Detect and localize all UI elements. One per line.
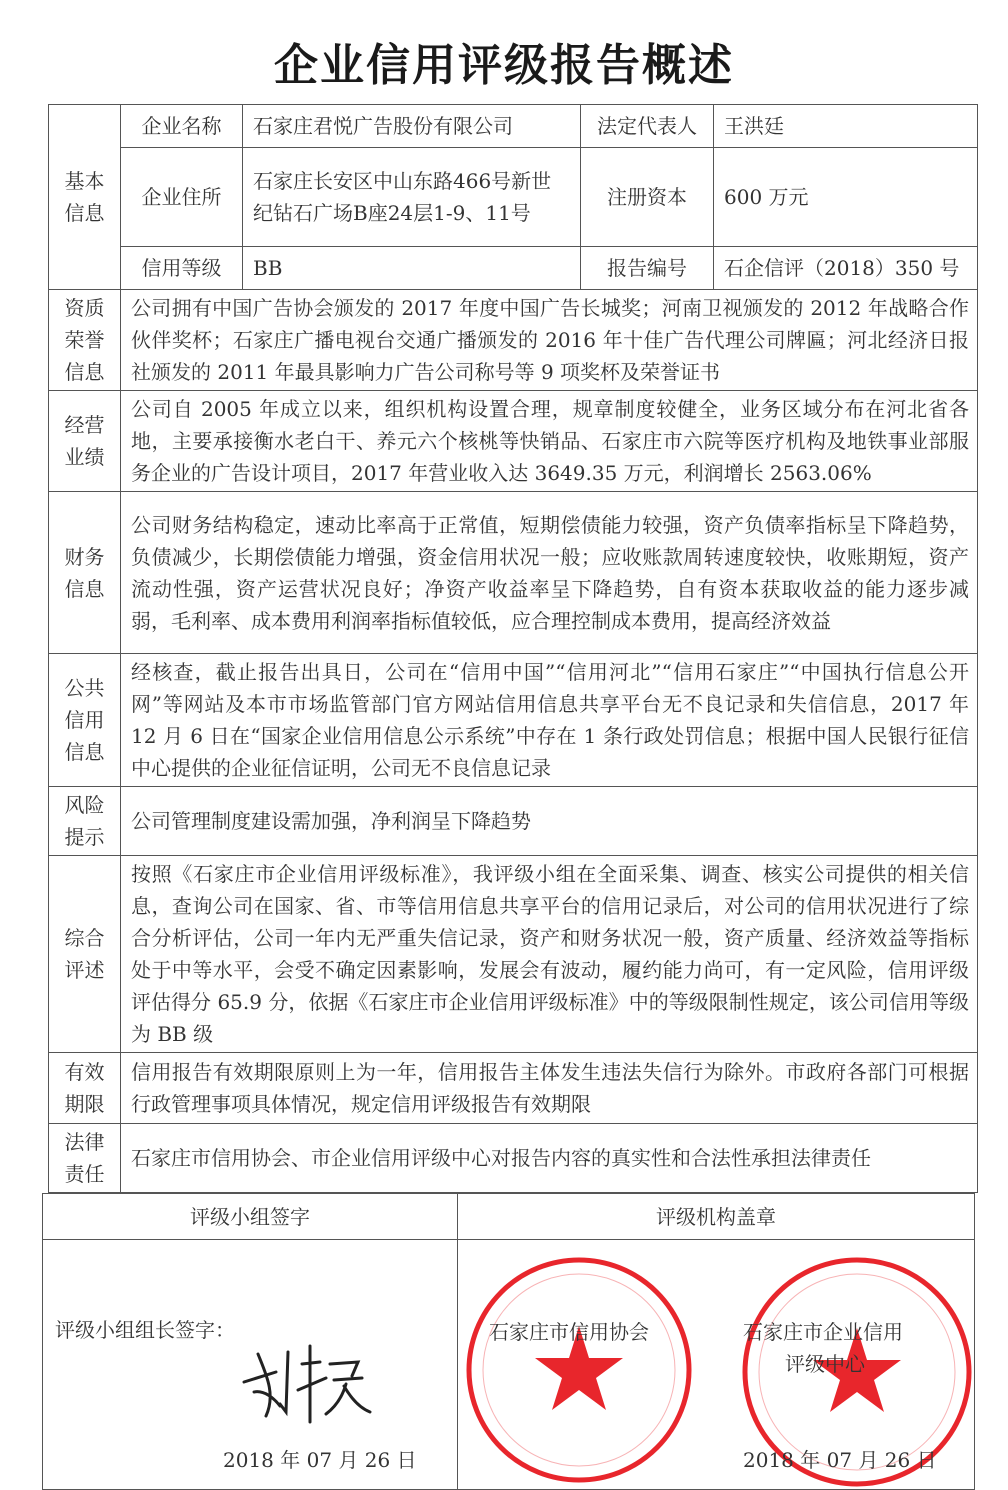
financial-label-text: 财务信息 <box>64 544 105 601</box>
honors-label <box>49 290 121 391</box>
financial-label <box>49 492 121 654</box>
legal-text: 石家庄市信用协会、市企业信用评级中心对报告内容的真实性和合法性承担法律责任 <box>121 1124 978 1193</box>
validity-text: 信用报告有效期限原则上为一年，信用报告主体发生违法失信行为除外。市政府各部门可根据行政管理事项具体情况，规定信用评级报告有效期限 <box>121 1053 978 1124</box>
legal-rep-label: 法定代表人 <box>581 105 714 148</box>
summary-row <box>49 856 978 1053</box>
legal-label <box>49 1124 121 1193</box>
rating-label: 信用等级 <box>121 247 243 290</box>
report-table <box>48 104 978 1193</box>
financial-row <box>49 492 978 654</box>
page-title: 企业信用评级报告概述 <box>274 40 734 91</box>
performance-row <box>49 391 978 492</box>
honors-row <box>49 290 978 391</box>
basic-section-label <box>49 105 121 290</box>
performance-label-text: 经营业绩 <box>64 413 105 469</box>
org2-name-line1: 石家庄市企业信用 <box>743 1320 903 1344</box>
summary-text: 按照《石家庄市企业信用评级标准》，我评级小组在全面采集、调查、核实公司提供的相关信息，查询公司在国家、省、市等信用信息共享平台的信用记录后，对公司的信用状况进行了综合分析评估，公司一年内无严重失信记录，资产和财务状况一般，资产质量、经济效益等指标处于中等水平，会受不确定因素影响，发展会有波动，履约能力尚可，有一定风险，信用评级评估得分 65.9 分，依据《石家庄市企业信用评级标准》中的等级限制性规定，该公司信用等级为 BB 级 <box>121 856 978 1053</box>
org-stamp-header: 评级机构盖章 <box>458 1194 975 1240</box>
capital-label: 注册资本 <box>581 148 714 247</box>
risk-label <box>49 787 121 856</box>
address-value: 石家庄长安区中山东路466号新世纪钻石广场B座24层1-9、11号 <box>243 148 581 247</box>
public-credit-text: 经核查，截止报告出具日，公司在“信用中国”“信用河北”“信用石家庄”“中国执行信息公开网”等网站及本市市场监管部门官方网站信用信息共享平台无不良记录和失信信息，2017 年 12 月 6 日在“国家企业信用信息公示系统”中存在 1 条行政处罚信息；根据中国人民银行征信中心提供的企业征信证明，公司无不良信息记录 <box>121 654 978 787</box>
basic-row-name <box>49 105 978 148</box>
org-stamp-area <box>458 1240 975 1490</box>
report-no-label: 报告编号 <box>581 247 714 290</box>
legal-label-text: 法律责任 <box>64 1130 105 1186</box>
address-label: 企业住所 <box>121 148 243 247</box>
validity-label <box>49 1053 121 1124</box>
summary-label-text: 综合评述 <box>64 926 105 982</box>
basic-section-label-text: 基本信息 <box>64 169 105 225</box>
legal-rep-value: 王洪廷 <box>714 105 978 148</box>
validity-row <box>49 1053 978 1124</box>
honors-text: 公司拥有中国广告协会颁发的 2017 年度中国广告长城奖；河南卫视颁发的 2012 年战略合作伙伴奖杯；石家庄广播电视台交通广播颁发的 2016 年十佳广告代理公司牌匾；河北经济日报社颁发的 2011 年最具影响力广告公司称号等 9 项奖杯及荣誉证书 <box>121 290 978 391</box>
signature-body-row <box>43 1240 975 1490</box>
performance-text: 公司自 2005 年成立以来，组织机构设置合理，规章制度较健全，业务区域分布在河北省各地，主要承接衡水老白干、养元六个核桃等快销品、石家庄市六院等医疗机构及地铁事业部服务企业的广告设计项目，2017 年营业收入达 3649.35 万元，利润增长 2563.06% <box>121 391 978 492</box>
honors-label-text: 资质荣誉信息 <box>64 296 105 384</box>
company-name-label: 企业名称 <box>121 105 243 148</box>
capital-value: 600 万元 <box>714 148 978 247</box>
team-sign-date: 2018 年 07 月 26 日 <box>223 1448 417 1472</box>
legal-row <box>49 1124 978 1193</box>
org1-name: 石家庄市信用协会 <box>489 1320 649 1344</box>
financial-text: 公司财务结构稳定，速动比率高于正常值，短期偿债能力较强，资产负债率指标呈下降趋势，负债减少，长期偿债能力增强，资金信用状况一般；应收账款周转速度较快，收账期短，资产流动性强，资产运营状况良好；净资产收益率呈下降趋势，自有资本获取收益的能力逐步减弱，毛利率、成本费用利润率指标值较低，应合理控制成本费用，提高经济效益 <box>121 492 978 654</box>
company-name-value: 石家庄君悦广告股份有限公司 <box>243 105 581 148</box>
public-credit-row <box>49 654 978 787</box>
risk-text: 公司管理制度建设需加强，净利润呈下降趋势 <box>121 787 978 856</box>
basic-row-rating <box>49 247 978 290</box>
public-credit-label <box>49 654 121 787</box>
org-stamp-date: 2018 年 07 月 26 日 <box>743 1448 937 1472</box>
basic-row-address <box>49 148 978 247</box>
validity-label-text: 有效期限 <box>64 1060 105 1116</box>
public-credit-label-text: 公共信用信息 <box>64 676 105 764</box>
risk-row <box>49 787 978 856</box>
handwritten-signature <box>236 1334 376 1424</box>
org2-name-line2: 评级中心 <box>785 1352 865 1376</box>
signature-table <box>42 1193 975 1490</box>
signature-header-row <box>43 1194 975 1240</box>
association-stamp <box>463 1254 695 1486</box>
rating-value: BB <box>243 247 581 290</box>
report-no-value: 石企信评（2018）350 号 <box>714 247 978 290</box>
summary-label <box>49 856 121 1053</box>
team-signature-header: 评级小组签字 <box>43 1194 458 1240</box>
team-signature-area <box>43 1240 458 1490</box>
performance-label <box>49 391 121 492</box>
risk-label-text: 风险提示 <box>64 793 105 849</box>
leader-signature-label: 评级小组组长签字： <box>55 1318 235 1342</box>
